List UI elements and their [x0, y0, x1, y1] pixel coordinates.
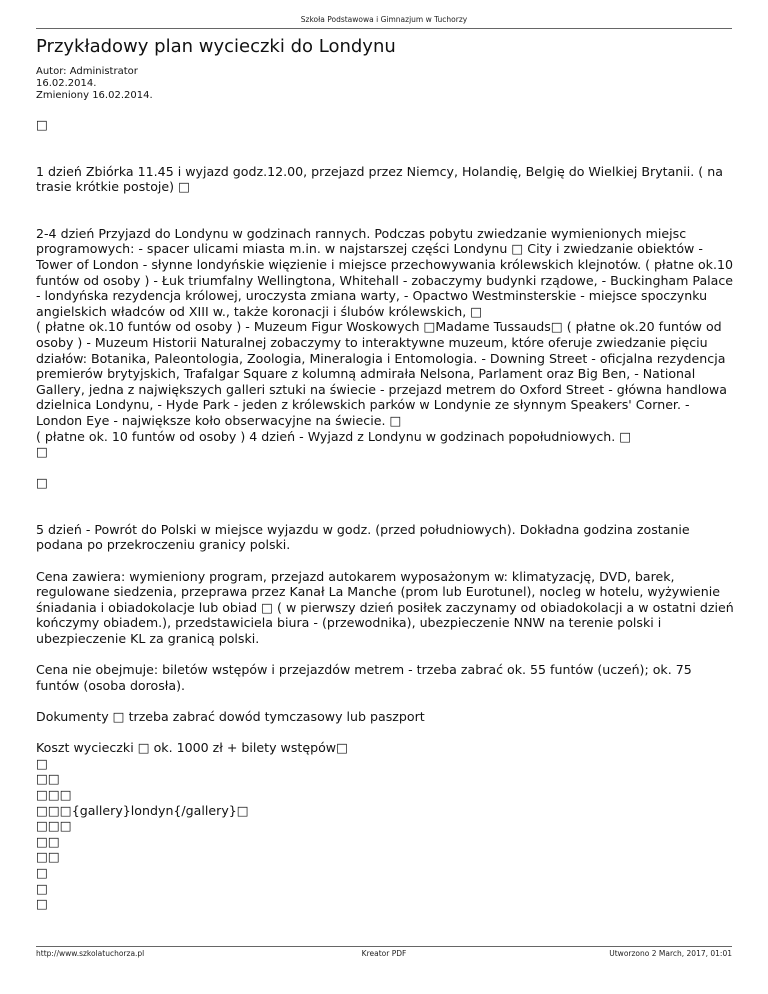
paragraph: 2-4 dzień Przyjazd do Londynu w godzinach rannych. Podczas pobytu zwiedzanie wymienionych miejsc programowych: - spacer ulicami miasta m.in. w najstarszej części Londynu □ City i zwiedzanie obiektów - Tower of London - słynne londyńskie więzienie i miejsce przechowywania królewskich klejnotów. ( płatne ok.10 funtów od osoby ) - Łuk triumfalny Wellingtona, Whitehall - zobaczymy budynki rządowe, - Buckingham Palace - londyńska rezydencja królowej, uroczysta zmiana warty, - Opactwo Westminsterskie - miejsce spoczynku angielskich władców od XIII w., także koronacji i ślubów królewskich, □ [36, 225, 734, 319]
placeholder-line: □□ [36, 849, 60, 865]
article-body [36, 117, 736, 912]
modified-line: Zmieniony 16.02.2014. [36, 90, 153, 101]
placeholder-line: □□ [36, 771, 60, 787]
footer-generator: Kreator PDF [361, 949, 407, 958]
placeholder-line: □ [36, 864, 48, 880]
paragraph: 5 dzień - Powrót do Polski w miejsce wyjazdu w godz. (przed południowych). Dokładna godzina zostanie podana po przekroczeniu granicy polski. [36, 521, 690, 553]
footer-divider [36, 946, 732, 947]
placeholder-line: □ [36, 896, 48, 912]
page-title: Przykładowy plan wycieczki do Londynu [36, 36, 396, 57]
paragraph: Cena zawiera: wymieniony program, przejazd autokarem wyposażonym w: klimatyzację, DVD, barek, regulowane siedzenia, przeprawa przez Kanał La Manche (prom lub Eurotunel), nocleg w hotelu, wyżywienie śniadania i obiadokolacje lub obiad □ ( w pierwszy dzień posiłek zaczynamy od obiadokolacji a w ostatni dzień kończymy obiadem.), przedstawiciela biura - (przewodnika), ubezpieczenie NNW na terenie polski i ubezpieczenie KL za granicą polski. [36, 568, 734, 647]
date-line: 16.02.2014. [36, 78, 97, 89]
paragraph: ( płatne ok.10 funtów od osoby ) - Muzeum Figur Woskowych □Madame Tussauds□ ( płatne ok.20 funtów od osoby ) - Muzeum Historii Naturalnej zobaczymy to interaktywne muzeum, które oferuje zwiedzanie pięciu działów: Botanika, Paleontologia, Zoologia, Mineralogia i Entomologia. - Downing Street - oficjalna rezydencja premierów brytyjskich, Trafalgar Square z kolumną admirała Nelsona, Parlament oraz Big Ben, - National Gallery, jedna z największych galleri sztuki na świecie - przejazd metrem do Oxford Street - główna handlowa dzielnica Londynu, - Hyde Park - jeden z królewskich parków w Londynie ze słynnym Speakers' Corner. - London Eye - największe koło obserwacyjne na świecie. □ [36, 319, 727, 428]
paragraph: Cena nie obejmuje: biletów wstępów i przejazdów metrem - trzeba zabrać ok. 55 funtów (uczeń); ok. 75 funtów (osoba dorosła). [36, 662, 692, 693]
paragraph: □ [36, 475, 48, 491]
paragraph: □ [36, 444, 48, 460]
placeholder-line: □ [36, 880, 48, 896]
paragraph: Dokumenty □ trzeba zabrać dowód tymczasowy lub paszport [36, 709, 425, 724]
author-line: Autor: Administrator [36, 66, 138, 77]
page-header: Szkoła Podstawowa i Gimnazjum w Tuchorzy [300, 15, 468, 24]
footer-created-date: Utworzono 2 March, 2017, 01:01 [609, 949, 732, 958]
placeholder-line: □ [36, 755, 48, 771]
paragraph: Koszt wycieczki □ ok. 1000 zł + bilety wstępów□ [36, 740, 348, 756]
article-meta [36, 66, 153, 102]
paragraph: ( płatne ok. 10 funtów od osoby ) 4 dzień - Wyjazd z Londynu w godzinach popołudniowych. □ [36, 428, 632, 444]
placeholder-line: □□□ [36, 786, 72, 802]
paragraph: □ [36, 117, 48, 132]
footer-url[interactable]: http://www.szkolatuchorza.pl [36, 949, 145, 958]
placeholder-line: □□ [36, 833, 60, 849]
gallery-placeholder-line: □□□{gallery}londyn{/gallery}□ [36, 802, 249, 818]
paragraph: 1 dzień Zbiórka 11.45 i wyjazd godz.12.00, przejazd przez Niemcy, Holandię, Belgię do Wielkiej Brytanii. ( na trasie krótkie postoje) □ [36, 163, 723, 195]
placeholder-line: □□□ [36, 818, 72, 834]
header-divider [36, 28, 732, 29]
